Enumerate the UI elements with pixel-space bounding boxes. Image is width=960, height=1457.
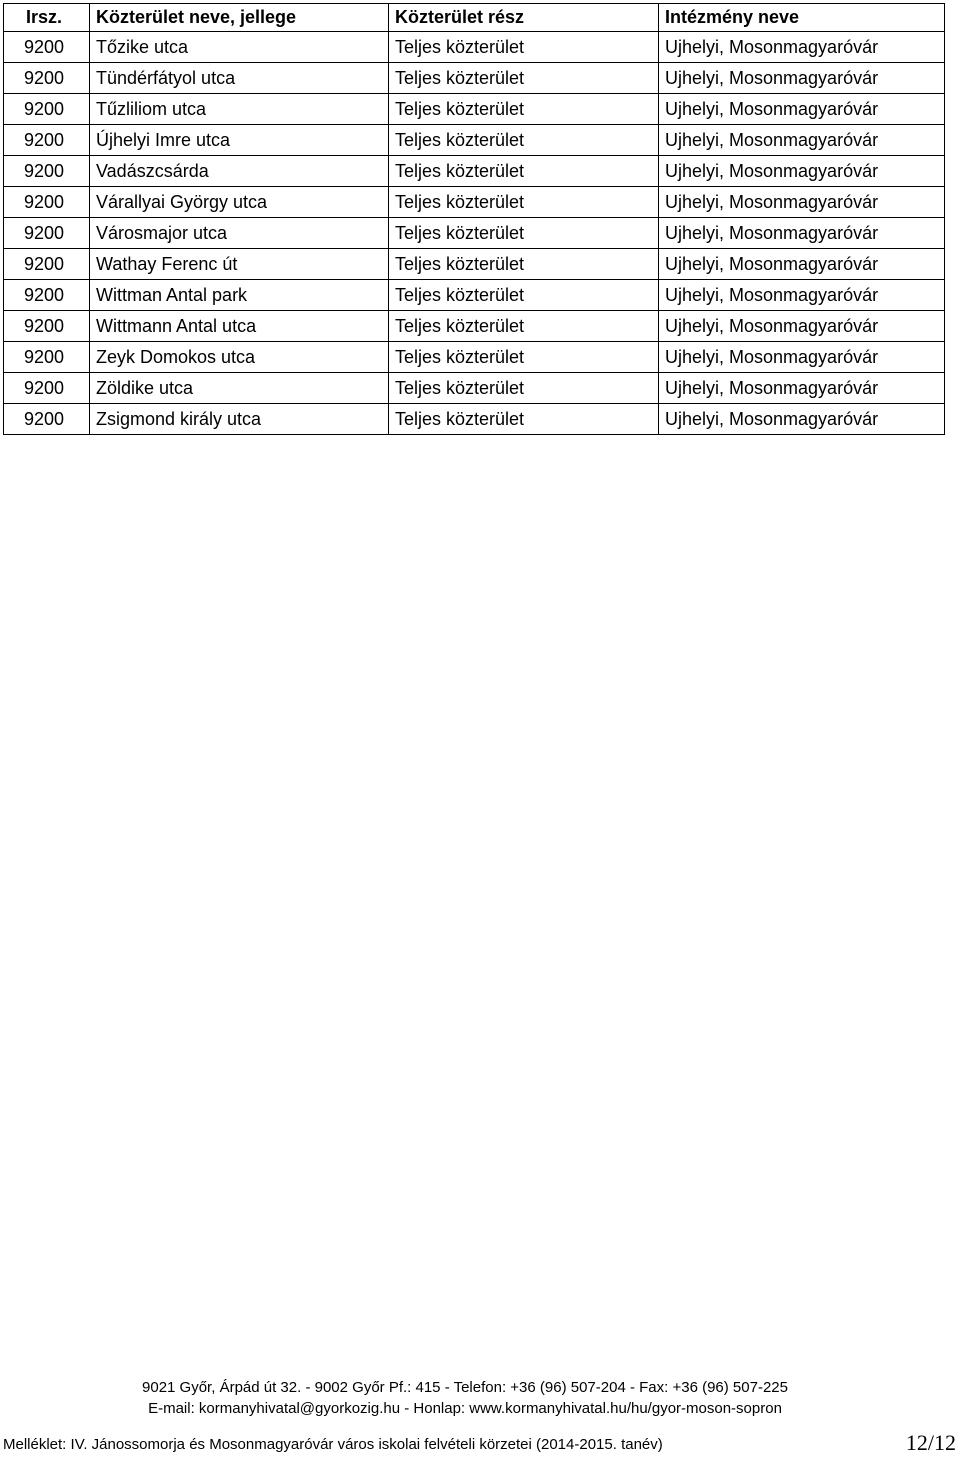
cell-institution: Ujhelyi, Mosonmagyaróvár (659, 249, 945, 280)
cell-irsz: 9200 (4, 63, 90, 94)
cell-street-name: Zsigmond király utca (90, 404, 389, 435)
cell-irsz: 9200 (4, 94, 90, 125)
cell-street-part: Teljes közterület (389, 125, 659, 156)
table-header-row (4, 4, 945, 32)
cell-street-part: Teljes közterület (389, 94, 659, 125)
cell-irsz: 9200 (4, 280, 90, 311)
footer-contact-web: E-mail: kormanyhivatal@gyorkozig.hu - Honlap: www.kormanyhivatal.hu/hu/gyor-moson-sopron (148, 1400, 782, 1417)
cell-street-part: Teljes közterület (389, 218, 659, 249)
cell-institution: Ujhelyi, Mosonmagyaróvár (659, 373, 945, 404)
table-row (4, 63, 945, 94)
cell-institution: Ujhelyi, Mosonmagyaróvár (659, 342, 945, 373)
cell-street-name: Tőzike utca (90, 32, 389, 63)
cell-street-name: Wittman Antal park (90, 280, 389, 311)
cell-irsz: 9200 (4, 249, 90, 280)
cell-institution: Ujhelyi, Mosonmagyaróvár (659, 125, 945, 156)
cell-street-part: Teljes közterület (389, 311, 659, 342)
table-row (4, 280, 945, 311)
cell-street-part: Teljes közterület (389, 32, 659, 63)
table-row (4, 218, 945, 249)
footer-attachment-caption: Melléklet: IV. Jánossomorja és Mosonmagyaróvár város iskolai felvételi körzetei (2014-2015. tanév) (3, 1436, 663, 1453)
cell-street-part: Teljes közterület (389, 404, 659, 435)
cell-irsz: 9200 (4, 404, 90, 435)
table-row (4, 32, 945, 63)
footer-contact-address: 9021 Győr, Árpád út 32. - 9002 Győr Pf.: 415 - Telefon: +36 (96) 507-204 - Fax: +36 (96) 507-225 (142, 1379, 788, 1396)
header-street-part: Közterület rész (389, 4, 659, 32)
cell-street-name: Zeyk Domokos utca (90, 342, 389, 373)
cell-institution: Ujhelyi, Mosonmagyaróvár (659, 218, 945, 249)
cell-institution: Ujhelyi, Mosonmagyaróvár (659, 32, 945, 63)
cell-street-name: Wathay Ferenc út (90, 249, 389, 280)
table-row (4, 373, 945, 404)
cell-street-name: Vadászcsárda (90, 156, 389, 187)
cell-irsz: 9200 (4, 373, 90, 404)
address-table (3, 3, 945, 435)
page-number: 12/12 (905, 1430, 956, 1455)
table-row (4, 94, 945, 125)
cell-street-part: Teljes közterület (389, 187, 659, 218)
table-row (4, 125, 945, 156)
cell-street-name: Tündérfátyol utca (90, 63, 389, 94)
cell-street-name: Újhelyi Imre utca (90, 125, 389, 156)
table-row (4, 156, 945, 187)
cell-institution: Ujhelyi, Mosonmagyaróvár (659, 311, 945, 342)
cell-street-part: Teljes közterület (389, 342, 659, 373)
table-row (4, 187, 945, 218)
table-row (4, 342, 945, 373)
cell-street-part: Teljes közterület (389, 249, 659, 280)
cell-street-name: Tűzliliom utca (90, 94, 389, 125)
cell-institution: Ujhelyi, Mosonmagyaróvár (659, 94, 945, 125)
cell-irsz: 9200 (4, 311, 90, 342)
cell-institution: Ujhelyi, Mosonmagyaróvár (659, 187, 945, 218)
table-row (4, 249, 945, 280)
cell-street-name: Városmajor utca (90, 218, 389, 249)
cell-irsz: 9200 (4, 156, 90, 187)
cell-street-part: Teljes közterület (389, 63, 659, 94)
header-institution: Intézmény neve (659, 4, 945, 32)
cell-institution: Ujhelyi, Mosonmagyaróvár (659, 280, 945, 311)
table-row (4, 404, 945, 435)
table-row (4, 311, 945, 342)
header-irsz: Irsz. (4, 4, 90, 32)
cell-street-name: Zöldike utca (90, 373, 389, 404)
header-street-name: Közterület neve, jellege (90, 4, 389, 32)
cell-street-name: Várallyai György utca (90, 187, 389, 218)
cell-irsz: 9200 (4, 342, 90, 373)
cell-street-part: Teljes közterület (389, 280, 659, 311)
cell-institution: Ujhelyi, Mosonmagyaróvár (659, 63, 945, 94)
cell-irsz: 9200 (4, 187, 90, 218)
cell-institution: Ujhelyi, Mosonmagyaróvár (659, 404, 945, 435)
cell-street-part: Teljes közterület (389, 373, 659, 404)
cell-irsz: 9200 (4, 218, 90, 249)
cell-street-name: Wittmann Antal utca (90, 311, 389, 342)
cell-street-part: Teljes közterület (389, 156, 659, 187)
cell-institution: Ujhelyi, Mosonmagyaróvár (659, 156, 945, 187)
cell-irsz: 9200 (4, 125, 90, 156)
cell-irsz: 9200 (4, 32, 90, 63)
